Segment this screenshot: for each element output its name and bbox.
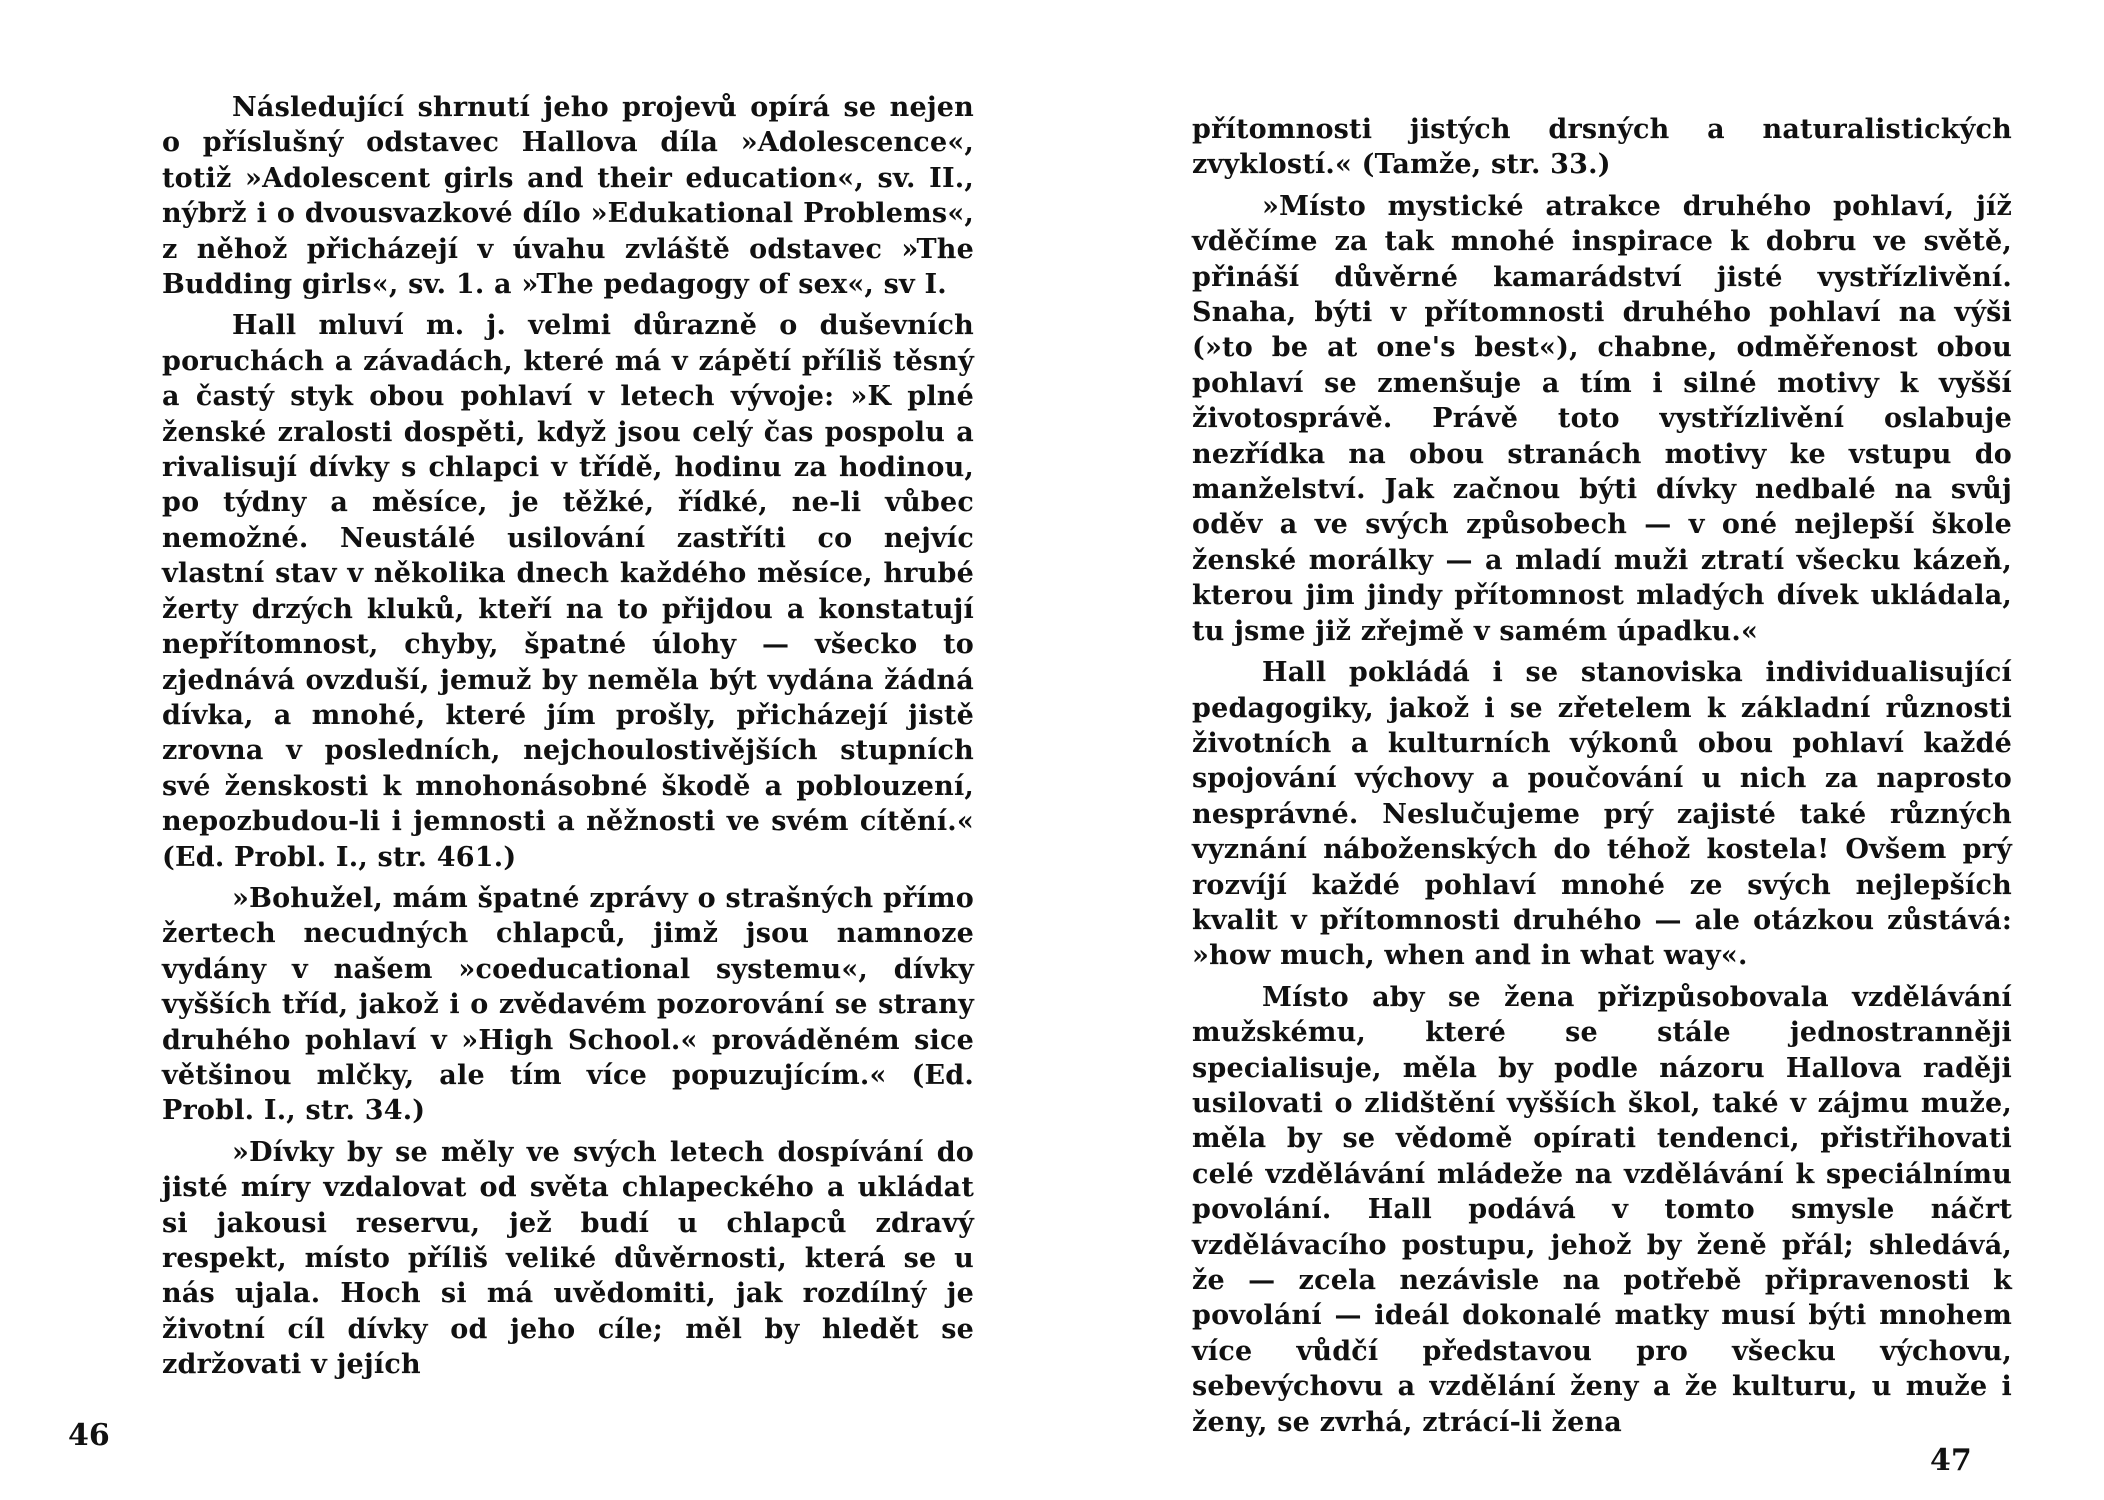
left-paragraph-3: »Bohužel, mám špatné zprávy o strašných přímo žertech necudných chlapců, jimž jsou namnoze vydány v našem »coeducational systemu«, dívky vyšších tříd, jakož i o zvědavém pozorování se strany druhého pohlaví v »High School.« prováděném sice většinou mlčky, ale tím více popuzujícím.« (Ed. Probl. I., str. 34.) bbox=[162, 882, 974, 1127]
right-page-text bbox=[1192, 112, 2012, 1446]
left-paragraph-4: »Dívky by se měly ve svých letech dospívání do jisté míry vzdalovat od světa chlapeckého a ukládat si jakousi reservu, jež budí u chlapců zdravý respekt, místo příliš veliké důvěrnosti, která se u nás ujala. Hoch si má uvědomiti, jak rozdílný je životní cíl dívky od jeho cíle; měl by hledět se zdržovati v jejích bbox=[162, 1136, 974, 1381]
right-page bbox=[1052, 0, 2104, 1500]
right-paragraph-2: »Místo mystické atrakce druhého pohlaví, jíž vděčíme za tak mnohé inspirace k dobru ve světě, přináší důvěrné kamarádství jisté vystřízlivění. Snaha, býti v přítomnosti druhého pohlaví na výši (»to be at one's best«), chabne, odměřenost obou pohlaví se zmenšuje a tím i silné motivy k vyšší životosprávě. Právě toto vystřízlivění oslabuje nezřídka na obou stranách motivy ke vstupu do manželství. Jak začnou býti dívky nedbalé na svůj oděv a ve svých způsobech — v oné nejlepší škole ženské morálky — a mladí muži ztratí všecku kázeň, kterou jim jindy přítomnost mladých dívek ukládala, tu jsme již zřejmě v samém úpadku.« bbox=[1192, 190, 2012, 647]
right-paragraph-1: přítomnosti jistých drsných a naturalistických zvyklostí.« (Tamže, str. 33.) bbox=[1192, 114, 2012, 181]
left-page-number: 46 bbox=[68, 1418, 110, 1453]
left-paragraph-2: Hall mluví m. j. velmi důrazně o duševních poruchách a závadách, které má v zápětí příliš těsný a častý styk obou pohlaví v letech vývoje: »K plné ženské zralosti dospěti, když jsou celý čas pospolu a rivalisují dívky s chlapci v třídě, hodinu za hodinou, po týdny a měsíce, je těžké, řídké, ne-li vůbec nemožné. Neustálé usilování zastříti co nejvíc vlastní stav v několika dnech každého měsíce, hrubé žerty drzých kluků, kteří na to přijdou a konstatují nepřítomnost, chyby, špatné úlohy — všecko to zjednává ovzduší, jemuž by neměla být vydána žádná dívka, a mnohé, které jím prošly, přicházejí jistě zrovna v posledních, nejchoulostivějších stupních své ženskosti k mnohonásobné škodě a poblouzení, nepozbudou-li i jemnosti a něžnosti ve svém cítění.« (Ed. Probl. I., str. 461.) bbox=[162, 310, 974, 873]
left-paragraph-1: Následující shrnutí jeho projevů opírá se nejen o příslušný odstavec Hallova díla »Adolescence«, totiž »Adolescent girls and their education«, sv. II., nýbrž i o dvousvazkové dílo »Edukational Problems«, z něhož přicházejí v úvahu zvláště odstavec »The Budding girls«, sv. 1. a »The pedagogy of sex«, sv I. bbox=[162, 92, 974, 301]
right-paragraph-4: Místo aby se žena přizpůsobovala vzdělávání mužskému, které se stále jednostranněji specialisuje, měla by podle názoru Hallova raději usilovati o zlidštění vyšších škol, také v zájmu muže, měla by se vědomě opírati tendenci, přistřihovati celé vzdělávání mládeže na vzdělávání k speciálnímu povolání. Hall podává v tomto smysle náčrt vzdělávacího postupu, jehož by ženě přál; shledává, že — zcela nezávisle na potřebě připravenosti k povolání — ideál dokonalé matky musí býti mnohem více vůdčí představou pro všecku výchovu, sebevýchovu a vzdělání ženy a že kulturu, u muže i ženy, se zvrhá, ztrácí-li žena bbox=[1192, 981, 2012, 1438]
right-page-number: 47 bbox=[1930, 1443, 1972, 1478]
left-page-text bbox=[162, 90, 974, 1389]
right-paragraph-3: Hall pokládá i se stanoviska individualisující pedagogiky, jakož i se zřetelem k základní různosti životních a kulturních výkonů obou pohlaví každé spojování výchovy a poučování u nich za naprosto nesprávné. Neslučujeme prý zajisté také různých vyznání náboženských do téhož kostela! Ovšem prý rozvíjí každé pohlaví mnohé ze svých nejlepších kvalit v přítomnosti druhého — ale otázkou zůstává: »how much, when and in what way«. bbox=[1192, 657, 2012, 972]
